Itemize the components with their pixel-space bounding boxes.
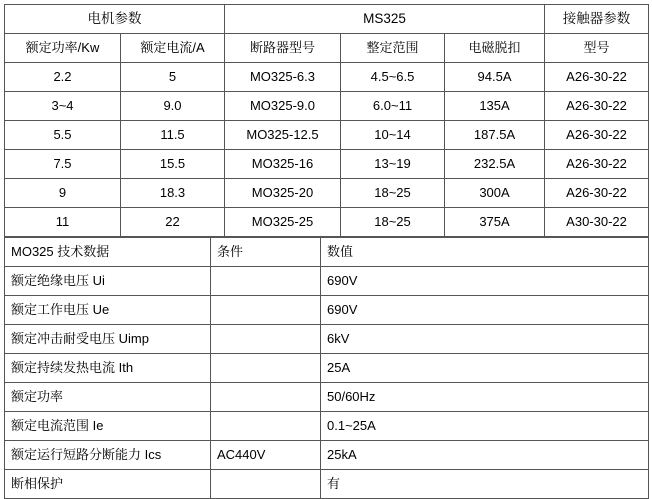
cell-breaker-model: MO325-20 <box>225 179 341 208</box>
cell-breaker-model: MO325-12.5 <box>225 121 341 150</box>
cell-magnetic-trip: 187.5A <box>445 121 545 150</box>
tech-param-value: 690V <box>321 267 649 296</box>
table-row <box>5 121 649 150</box>
tech-param-condition <box>211 325 321 354</box>
group-header-motor: 电机参数 <box>5 5 225 34</box>
column-header-breaker-model: 断路器型号 <box>225 34 341 63</box>
cell-setting-range: 18~25 <box>341 208 445 237</box>
tech-param-name: 额定电流范围 Ie <box>5 412 211 441</box>
tech-param-condition <box>211 383 321 412</box>
table-row <box>5 267 649 296</box>
tech-param-name: 额定冲击耐受电压 Uimp <box>5 325 211 354</box>
table-row <box>5 208 649 237</box>
cell-rated-power: 5.5 <box>5 121 121 150</box>
cell-rated-current: 5 <box>121 63 225 92</box>
cell-rated-power: 3~4 <box>5 92 121 121</box>
cell-rated-current: 22 <box>121 208 225 237</box>
cell-magnetic-trip: 375A <box>445 208 545 237</box>
table-row <box>5 296 649 325</box>
tech-param-value: 50/60Hz <box>321 383 649 412</box>
cell-contactor-model: A26-30-22 <box>545 179 649 208</box>
tech-param-condition <box>211 267 321 296</box>
tech-param-value: 有 <box>321 470 649 499</box>
tech-param-value: 690V <box>321 296 649 325</box>
cell-contactor-model: A30-30-22 <box>545 208 649 237</box>
motor-breaker-contactor-table <box>4 4 649 237</box>
tech-param-value: 6kV <box>321 325 649 354</box>
tech-param-name: 额定功率 <box>5 383 211 412</box>
tech-param-condition <box>211 296 321 325</box>
cell-magnetic-trip: 94.5A <box>445 63 545 92</box>
group-header-row <box>5 5 649 34</box>
column-header-row <box>5 34 649 63</box>
column-header-setting-range: 整定范围 <box>341 34 445 63</box>
column-header-rated-power: 额定功率/Kw <box>5 34 121 63</box>
cell-magnetic-trip: 232.5A <box>445 150 545 179</box>
cell-rated-current: 11.5 <box>121 121 225 150</box>
cell-magnetic-trip: 135A <box>445 92 545 121</box>
cell-contactor-model: A26-30-22 <box>545 92 649 121</box>
cell-contactor-model: A26-30-22 <box>545 63 649 92</box>
tech-param-name: 额定绝缘电压 Ui <box>5 267 211 296</box>
table-row <box>5 441 649 470</box>
cell-setting-range: 6.0~11 <box>341 92 445 121</box>
tech-param-value: 25A <box>321 354 649 383</box>
cell-breaker-model: MO325-16 <box>225 150 341 179</box>
tech-param-value: 25kA <box>321 441 649 470</box>
group-header-breaker: MS325 <box>225 5 545 34</box>
cell-setting-range: 4.5~6.5 <box>341 63 445 92</box>
table-row <box>5 325 649 354</box>
cell-setting-range: 18~25 <box>341 179 445 208</box>
tech-param-name: 额定工作电压 Ue <box>5 296 211 325</box>
tech-param-condition <box>211 354 321 383</box>
tech-header-value: 数值 <box>321 238 649 267</box>
cell-rated-current: 18.3 <box>121 179 225 208</box>
column-header-magnetic-trip: 电磁脱扣 <box>445 34 545 63</box>
cell-rated-power: 2.2 <box>5 63 121 92</box>
column-header-contactor-model: 型号 <box>545 34 649 63</box>
cell-breaker-model: MO325-25 <box>225 208 341 237</box>
cell-rated-power: 11 <box>5 208 121 237</box>
cell-setting-range: 13~19 <box>341 150 445 179</box>
group-header-contactor: 接触器参数 <box>545 5 649 34</box>
tech-param-condition: AC440V <box>211 441 321 470</box>
table-row <box>5 470 649 499</box>
table-row <box>5 354 649 383</box>
cell-rated-current: 15.5 <box>121 150 225 179</box>
table-row <box>5 92 649 121</box>
cell-magnetic-trip: 300A <box>445 179 545 208</box>
tech-header-condition: 条件 <box>211 238 321 267</box>
tech-param-name: 额定运行短路分断能力 Ics <box>5 441 211 470</box>
table-row <box>5 150 649 179</box>
table-row <box>5 63 649 92</box>
tech-param-condition <box>211 470 321 499</box>
tech-param-name: 断相保护 <box>5 470 211 499</box>
column-header-rated-current: 额定电流/A <box>121 34 225 63</box>
cell-rated-current: 9.0 <box>121 92 225 121</box>
cell-rated-power: 9 <box>5 179 121 208</box>
table-row <box>5 383 649 412</box>
cell-contactor-model: A26-30-22 <box>545 121 649 150</box>
table-row <box>5 412 649 441</box>
cell-breaker-model: MO325-6.3 <box>225 63 341 92</box>
tech-header-title: MO325 技术数据 <box>5 238 211 267</box>
technical-data-table <box>4 237 649 499</box>
cell-contactor-model: A26-30-22 <box>545 150 649 179</box>
tech-param-condition <box>211 412 321 441</box>
cell-breaker-model: MO325-9.0 <box>225 92 341 121</box>
tech-param-value: 0.1~25A <box>321 412 649 441</box>
cell-rated-power: 7.5 <box>5 150 121 179</box>
table-row <box>5 179 649 208</box>
cell-setting-range: 10~14 <box>341 121 445 150</box>
tech-header-row <box>5 238 649 267</box>
tech-param-name: 额定持续发热电流 Ith <box>5 354 211 383</box>
